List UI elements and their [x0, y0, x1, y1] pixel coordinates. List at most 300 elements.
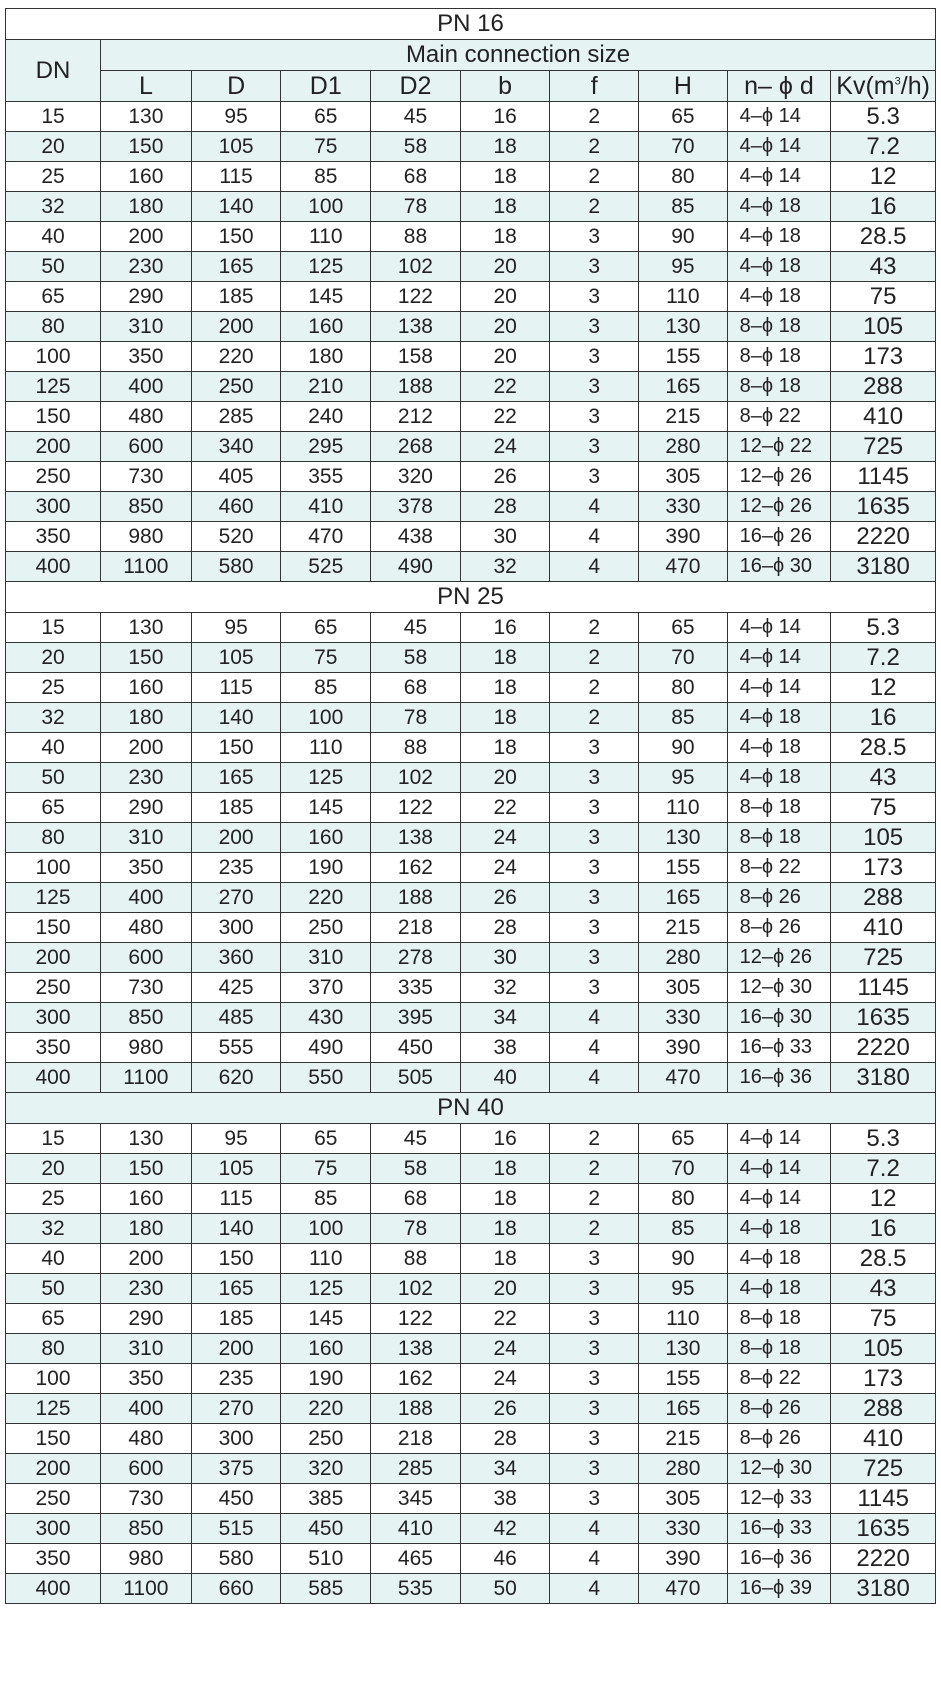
- header-dn: DN: [6, 40, 101, 102]
- header-kv-base: Kv(m: [836, 71, 895, 100]
- cell-kv: 7.2: [831, 132, 936, 162]
- cell-d1: 525: [281, 552, 371, 582]
- cell-b: 16: [460, 613, 550, 643]
- cell-holes: 12–ϕ 26: [727, 943, 831, 973]
- cell-f: 3: [550, 402, 639, 432]
- cell-l: 130: [101, 613, 192, 643]
- cell-b: 18: [460, 673, 550, 703]
- cell-dn: 350: [6, 1033, 101, 1063]
- cell-kv: 1145: [831, 1484, 936, 1514]
- cell-d: 300: [191, 1424, 281, 1454]
- cell-holes: 8–ϕ 18: [727, 342, 831, 372]
- table-row: [6, 222, 936, 252]
- cell-kv: 5.3: [831, 102, 936, 132]
- cell-h: 280: [639, 943, 728, 973]
- table-row: [6, 1184, 936, 1214]
- cell-f: 3: [550, 342, 639, 372]
- cell-b: 26: [460, 883, 550, 913]
- cell-dn: 125: [6, 372, 101, 402]
- cell-holes: 16–ϕ 39: [727, 1574, 831, 1604]
- table-row: [6, 643, 936, 673]
- cell-l: 200: [101, 1244, 192, 1274]
- cell-holes: 4–ϕ 14: [727, 673, 831, 703]
- cell-d2: 88: [371, 222, 461, 252]
- cell-d2: 58: [371, 132, 461, 162]
- cell-d: 185: [191, 793, 281, 823]
- table-row: [6, 853, 936, 883]
- cell-h: 90: [639, 1244, 728, 1274]
- table-row: [6, 372, 936, 402]
- cell-f: 2: [550, 1214, 639, 1244]
- cell-h: 470: [639, 552, 728, 582]
- cell-kv: 2220: [831, 1033, 936, 1063]
- cell-h: 305: [639, 973, 728, 1003]
- cell-l: 230: [101, 763, 192, 793]
- cell-b: 18: [460, 703, 550, 733]
- cell-b: 24: [460, 1364, 550, 1394]
- cell-b: 38: [460, 1484, 550, 1514]
- table-row: [6, 1063, 936, 1093]
- cell-l: 480: [101, 402, 192, 432]
- cell-d1: 355: [281, 462, 371, 492]
- cell-h: 390: [639, 1033, 728, 1063]
- cell-d: 375: [191, 1454, 281, 1484]
- cell-holes: 16–ϕ 33: [727, 1033, 831, 1063]
- cell-b: 18: [460, 162, 550, 192]
- cell-d: 450: [191, 1484, 281, 1514]
- cell-h: 165: [639, 372, 728, 402]
- cell-d2: 45: [371, 1124, 461, 1154]
- table-row: [6, 673, 936, 703]
- cell-h: 390: [639, 522, 728, 552]
- cell-kv: 3180: [831, 1574, 936, 1604]
- table-row: [6, 282, 936, 312]
- cell-holes: 4–ϕ 18: [727, 222, 831, 252]
- cell-f: 3: [550, 883, 639, 913]
- cell-d: 660: [191, 1574, 281, 1604]
- cell-d1: 240: [281, 402, 371, 432]
- cell-d1: 100: [281, 192, 371, 222]
- cell-l: 130: [101, 1124, 192, 1154]
- cell-d1: 65: [281, 102, 371, 132]
- cell-dn: 40: [6, 222, 101, 252]
- cell-d: 105: [191, 643, 281, 673]
- cell-holes: 4–ϕ 18: [727, 252, 831, 282]
- cell-h: 80: [639, 162, 728, 192]
- cell-d: 340: [191, 432, 281, 462]
- cell-d1: 125: [281, 763, 371, 793]
- header-b: b: [460, 71, 550, 102]
- cell-dn: 25: [6, 673, 101, 703]
- cell-d: 150: [191, 733, 281, 763]
- section-title: PN 16: [6, 9, 936, 40]
- cell-h: 470: [639, 1574, 728, 1604]
- cell-l: 310: [101, 312, 192, 342]
- cell-holes: 8–ϕ 22: [727, 853, 831, 883]
- cell-d: 250: [191, 372, 281, 402]
- flange-dimension-table-container: [5, 8, 936, 1604]
- cell-d2: 378: [371, 492, 461, 522]
- cell-d2: 102: [371, 252, 461, 282]
- cell-dn: 350: [6, 522, 101, 552]
- cell-d2: 410: [371, 1514, 461, 1544]
- cell-holes: 12–ϕ 26: [727, 492, 831, 522]
- header-d: D: [191, 71, 281, 102]
- cell-h: 70: [639, 643, 728, 673]
- cell-h: 95: [639, 763, 728, 793]
- cell-d1: 75: [281, 643, 371, 673]
- cell-dn: 80: [6, 823, 101, 853]
- cell-kv: 288: [831, 372, 936, 402]
- cell-l: 290: [101, 1304, 192, 1334]
- cell-d1: 250: [281, 913, 371, 943]
- cell-l: 150: [101, 643, 192, 673]
- table-row: [6, 312, 936, 342]
- cell-kv: 1635: [831, 492, 936, 522]
- cell-f: 3: [550, 432, 639, 462]
- table-row: [6, 1274, 936, 1304]
- cell-b: 38: [460, 1033, 550, 1063]
- cell-d2: 345: [371, 1484, 461, 1514]
- cell-dn: 40: [6, 1244, 101, 1274]
- cell-kv: 105: [831, 312, 936, 342]
- cell-l: 150: [101, 1154, 192, 1184]
- cell-holes: 8–ϕ 26: [727, 883, 831, 913]
- cell-holes: 8–ϕ 22: [727, 1364, 831, 1394]
- table-row: [6, 1544, 936, 1574]
- table-row: [6, 883, 936, 913]
- cell-f: 3: [550, 1394, 639, 1424]
- cell-b: 20: [460, 312, 550, 342]
- table-row: [6, 1244, 936, 1274]
- cell-f: 3: [550, 1454, 639, 1484]
- table-row: [6, 1394, 936, 1424]
- cell-f: 2: [550, 192, 639, 222]
- cell-d2: 490: [371, 552, 461, 582]
- cell-h: 280: [639, 432, 728, 462]
- cell-l: 980: [101, 522, 192, 552]
- cell-f: 4: [550, 1514, 639, 1544]
- table-row: [6, 1154, 936, 1184]
- cell-l: 600: [101, 943, 192, 973]
- cell-d2: 505: [371, 1063, 461, 1093]
- cell-kv: 2220: [831, 1544, 936, 1574]
- cell-f: 3: [550, 1274, 639, 1304]
- cell-l: 980: [101, 1033, 192, 1063]
- cell-kv: 75: [831, 1304, 936, 1334]
- cell-dn: 32: [6, 192, 101, 222]
- cell-b: 18: [460, 643, 550, 673]
- cell-kv: 3180: [831, 552, 936, 582]
- cell-d: 300: [191, 913, 281, 943]
- cell-b: 46: [460, 1544, 550, 1574]
- table-row: [6, 342, 936, 372]
- cell-h: 95: [639, 1274, 728, 1304]
- cell-h: 330: [639, 492, 728, 522]
- cell-holes: 16–ϕ 36: [727, 1544, 831, 1574]
- cell-kv: 12: [831, 162, 936, 192]
- cell-d1: 125: [281, 252, 371, 282]
- cell-holes: 4–ϕ 14: [727, 613, 831, 643]
- table-row: [6, 162, 936, 192]
- cell-l: 200: [101, 733, 192, 763]
- cell-f: 2: [550, 613, 639, 643]
- cell-b: 34: [460, 1003, 550, 1033]
- cell-dn: 15: [6, 613, 101, 643]
- cell-d: 115: [191, 673, 281, 703]
- cell-dn: 150: [6, 402, 101, 432]
- cell-l: 230: [101, 252, 192, 282]
- cell-d: 95: [191, 613, 281, 643]
- cell-f: 2: [550, 1124, 639, 1154]
- cell-d: 165: [191, 763, 281, 793]
- cell-d2: 320: [371, 462, 461, 492]
- cell-d2: 88: [371, 733, 461, 763]
- cell-f: 2: [550, 162, 639, 192]
- cell-f: 3: [550, 763, 639, 793]
- cell-d1: 550: [281, 1063, 371, 1093]
- cell-holes: 4–ϕ 18: [727, 1214, 831, 1244]
- cell-l: 160: [101, 1184, 192, 1214]
- cell-d2: 450: [371, 1033, 461, 1063]
- cell-d1: 65: [281, 1124, 371, 1154]
- cell-d1: 410: [281, 492, 371, 522]
- cell-dn: 20: [6, 1154, 101, 1184]
- cell-l: 230: [101, 1274, 192, 1304]
- cell-d: 270: [191, 883, 281, 913]
- cell-dn: 200: [6, 1454, 101, 1484]
- cell-holes: 12–ϕ 22: [727, 432, 831, 462]
- cell-f: 3: [550, 793, 639, 823]
- cell-l: 200: [101, 222, 192, 252]
- cell-d: 620: [191, 1063, 281, 1093]
- header-d1: D1: [281, 71, 371, 102]
- cell-dn: 200: [6, 432, 101, 462]
- cell-d1: 450: [281, 1514, 371, 1544]
- cell-d2: 122: [371, 282, 461, 312]
- cell-kv: 725: [831, 1454, 936, 1484]
- cell-l: 850: [101, 1514, 192, 1544]
- cell-d1: 430: [281, 1003, 371, 1033]
- cell-h: 65: [639, 1124, 728, 1154]
- cell-h: 215: [639, 1424, 728, 1454]
- cell-d: 405: [191, 462, 281, 492]
- cell-dn: 15: [6, 102, 101, 132]
- cell-dn: 400: [6, 552, 101, 582]
- cell-h: 70: [639, 132, 728, 162]
- cell-l: 180: [101, 1214, 192, 1244]
- cell-d1: 110: [281, 733, 371, 763]
- flange-dimension-table: [5, 8, 936, 1604]
- cell-kv: 1635: [831, 1003, 936, 1033]
- cell-l: 1100: [101, 1574, 192, 1604]
- cell-holes: 8–ϕ 18: [727, 1334, 831, 1364]
- cell-l: 850: [101, 1003, 192, 1033]
- table-row: [6, 1484, 936, 1514]
- cell-d: 220: [191, 342, 281, 372]
- cell-d2: 68: [371, 162, 461, 192]
- cell-d1: 210: [281, 372, 371, 402]
- cell-h: 85: [639, 192, 728, 222]
- table-row: [6, 402, 936, 432]
- cell-holes: 16–ϕ 30: [727, 1003, 831, 1033]
- cell-holes: 8–ϕ 18: [727, 823, 831, 853]
- cell-d: 360: [191, 943, 281, 973]
- cell-h: 110: [639, 282, 728, 312]
- cell-dn: 300: [6, 1514, 101, 1544]
- table-row: [6, 1214, 936, 1244]
- table-row: [6, 522, 936, 552]
- cell-d1: 220: [281, 883, 371, 913]
- table-row: [6, 1454, 936, 1484]
- cell-h: 85: [639, 703, 728, 733]
- table-row: [6, 613, 936, 643]
- cell-d2: 138: [371, 1334, 461, 1364]
- section-header-row: [6, 582, 936, 613]
- cell-l: 600: [101, 432, 192, 462]
- cell-d1: 145: [281, 1304, 371, 1334]
- table-row: [6, 1364, 936, 1394]
- header-kv-sup: 3: [894, 75, 901, 88]
- cell-f: 3: [550, 312, 639, 342]
- cell-d: 285: [191, 402, 281, 432]
- cell-d2: 335: [371, 973, 461, 1003]
- header-row-columns: [6, 71, 936, 102]
- cell-dn: 300: [6, 1003, 101, 1033]
- cell-b: 22: [460, 1304, 550, 1334]
- header-f: f: [550, 71, 639, 102]
- cell-f: 3: [550, 973, 639, 1003]
- cell-dn: 25: [6, 162, 101, 192]
- cell-h: 90: [639, 222, 728, 252]
- cell-d2: 68: [371, 673, 461, 703]
- cell-d1: 190: [281, 853, 371, 883]
- cell-kv: 288: [831, 883, 936, 913]
- cell-dn: 40: [6, 733, 101, 763]
- cell-h: 215: [639, 913, 728, 943]
- cell-b: 16: [460, 1124, 550, 1154]
- cell-d: 115: [191, 1184, 281, 1214]
- cell-d: 185: [191, 282, 281, 312]
- cell-d1: 585: [281, 1574, 371, 1604]
- table-row: [6, 252, 936, 282]
- table-row: [6, 733, 936, 763]
- cell-kv: 1145: [831, 462, 936, 492]
- table-row: [6, 1574, 936, 1604]
- cell-f: 4: [550, 1033, 639, 1063]
- cell-holes: 8–ϕ 26: [727, 1424, 831, 1454]
- cell-d2: 122: [371, 793, 461, 823]
- cell-h: 280: [639, 1454, 728, 1484]
- cell-holes: 8–ϕ 26: [727, 1394, 831, 1424]
- cell-b: 18: [460, 222, 550, 252]
- cell-l: 980: [101, 1544, 192, 1574]
- cell-d: 140: [191, 703, 281, 733]
- cell-h: 130: [639, 1334, 728, 1364]
- cell-h: 110: [639, 1304, 728, 1334]
- cell-holes: 4–ϕ 18: [727, 703, 831, 733]
- cell-dn: 150: [6, 913, 101, 943]
- cell-holes: 4–ϕ 14: [727, 1184, 831, 1214]
- cell-f: 2: [550, 703, 639, 733]
- cell-d: 150: [191, 1244, 281, 1274]
- cell-d: 165: [191, 1274, 281, 1304]
- cell-holes: 8–ϕ 26: [727, 913, 831, 943]
- cell-h: 130: [639, 823, 728, 853]
- cell-holes: 4–ϕ 14: [727, 1124, 831, 1154]
- cell-kv: 28.5: [831, 222, 936, 252]
- cell-dn: 65: [6, 793, 101, 823]
- cell-f: 3: [550, 372, 639, 402]
- cell-h: 70: [639, 1154, 728, 1184]
- cell-f: 2: [550, 673, 639, 703]
- cell-d: 165: [191, 252, 281, 282]
- cell-d: 580: [191, 552, 281, 582]
- cell-l: 480: [101, 1424, 192, 1454]
- cell-dn: 65: [6, 1304, 101, 1334]
- cell-holes: 4–ϕ 14: [727, 643, 831, 673]
- cell-f: 2: [550, 132, 639, 162]
- cell-d: 105: [191, 1154, 281, 1184]
- cell-b: 34: [460, 1454, 550, 1484]
- header-main-connection-size: Main connection size: [101, 40, 936, 71]
- cell-kv: 12: [831, 673, 936, 703]
- cell-l: 350: [101, 853, 192, 883]
- cell-l: 1100: [101, 552, 192, 582]
- cell-d1: 190: [281, 1364, 371, 1394]
- cell-dn: 150: [6, 1424, 101, 1454]
- cell-f: 3: [550, 222, 639, 252]
- cell-f: 3: [550, 252, 639, 282]
- cell-dn: 20: [6, 643, 101, 673]
- cell-b: 18: [460, 1154, 550, 1184]
- table-row: [6, 102, 936, 132]
- cell-d2: 395: [371, 1003, 461, 1033]
- cell-holes: 16–ϕ 36: [727, 1063, 831, 1093]
- cell-kv: 16: [831, 192, 936, 222]
- cell-f: 4: [550, 1544, 639, 1574]
- cell-d2: 188: [371, 883, 461, 913]
- cell-d1: 310: [281, 943, 371, 973]
- table-row: [6, 132, 936, 162]
- cell-b: 30: [460, 943, 550, 973]
- table-row: [6, 192, 936, 222]
- cell-holes: 4–ϕ 14: [727, 132, 831, 162]
- cell-l: 730: [101, 973, 192, 1003]
- cell-d2: 138: [371, 312, 461, 342]
- cell-kv: 3180: [831, 1063, 936, 1093]
- cell-dn: 400: [6, 1063, 101, 1093]
- cell-dn: 25: [6, 1184, 101, 1214]
- cell-holes: 4–ϕ 18: [727, 1274, 831, 1304]
- cell-d1: 110: [281, 1244, 371, 1274]
- cell-d: 460: [191, 492, 281, 522]
- cell-d: 235: [191, 1364, 281, 1394]
- cell-d2: 285: [371, 1454, 461, 1484]
- cell-dn: 250: [6, 1484, 101, 1514]
- cell-kv: 410: [831, 913, 936, 943]
- cell-holes: 8–ϕ 18: [727, 372, 831, 402]
- cell-l: 850: [101, 492, 192, 522]
- header-kv-tail: /h): [900, 71, 930, 100]
- cell-dn: 125: [6, 883, 101, 913]
- cell-h: 155: [639, 853, 728, 883]
- cell-d1: 145: [281, 793, 371, 823]
- cell-b: 16: [460, 102, 550, 132]
- cell-holes: 4–ϕ 18: [727, 733, 831, 763]
- cell-holes: 8–ϕ 18: [727, 1304, 831, 1334]
- cell-h: 155: [639, 342, 728, 372]
